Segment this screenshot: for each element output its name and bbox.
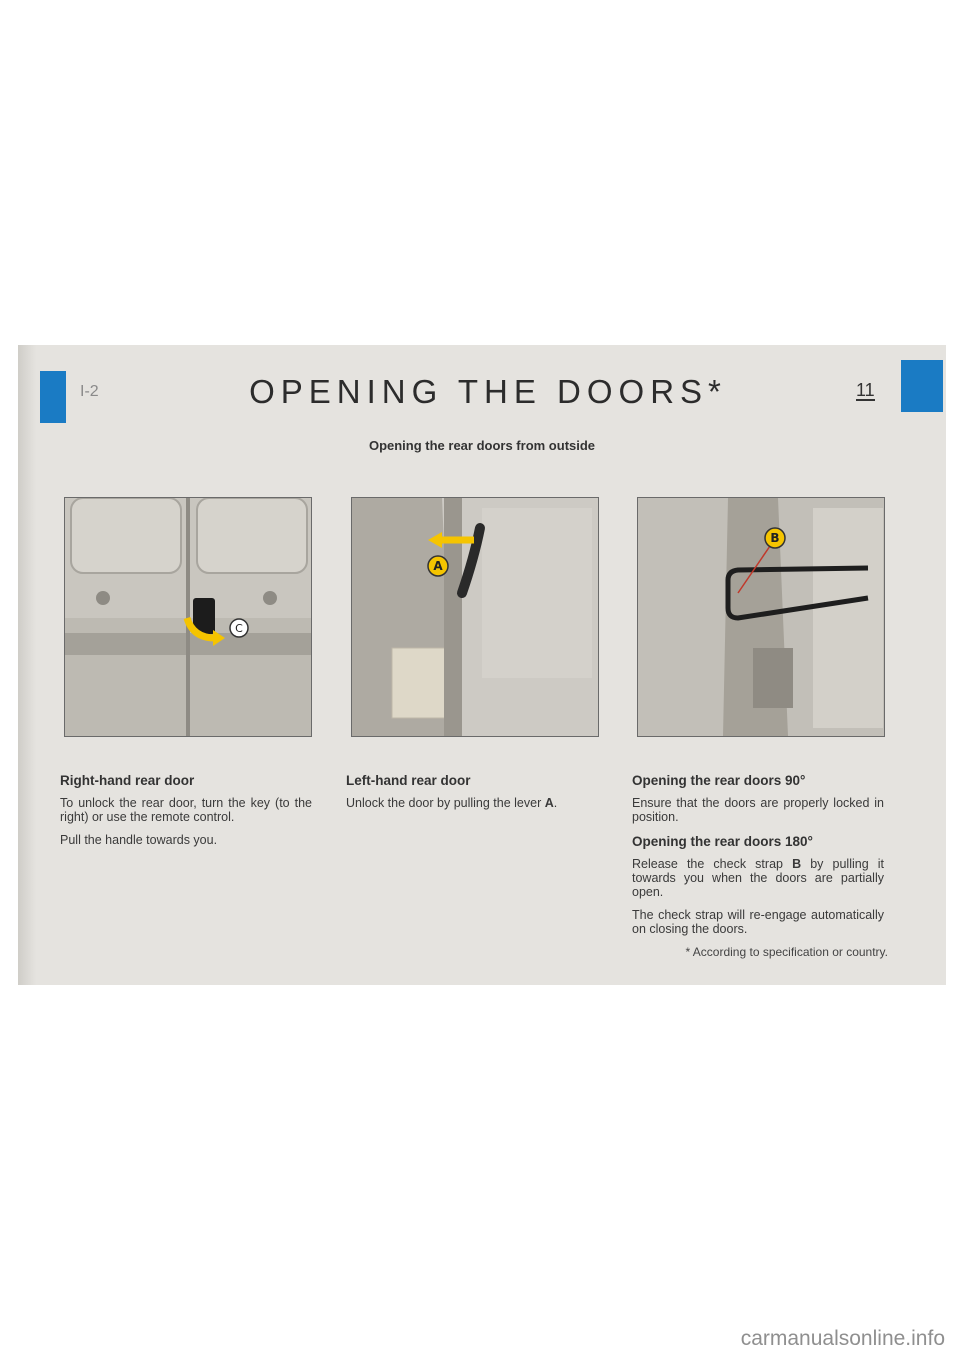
- photo-check-strap: [637, 497, 885, 737]
- strap-label: B: [792, 857, 802, 871]
- callout-c: C: [235, 622, 243, 635]
- left-hand-section: [346, 773, 598, 819]
- footnote: * According to specification or country.: [685, 945, 888, 959]
- opening-angles-section: [632, 773, 884, 945]
- left-hand-paragraph: Unlock the door by pulling the lever A.: [346, 796, 558, 810]
- page-title: OPENING THE DOORS*: [249, 373, 727, 410]
- opening-90-text: Ensure that the doors are properly locked in position.: [632, 796, 884, 824]
- right-hand-section: [60, 773, 312, 856]
- page-number: 11: [856, 380, 875, 400]
- manual-page: [18, 345, 946, 985]
- right-hand-paragraph-2: Pull the handle towards you.: [60, 833, 218, 847]
- right-hand-paragraph-1: To unlock the rear door, turn the key (to the right) or use the remote control.: [60, 796, 312, 824]
- callout-b: B: [770, 531, 780, 545]
- lever-label: A: [544, 796, 554, 810]
- photo-left-hand-door: [351, 497, 599, 737]
- section-tab-left: [40, 371, 66, 423]
- photo-right-hand-door: [64, 497, 312, 737]
- opening-180-text: Release the check strap B by pulling it towards you when the doors are partially open.: [632, 857, 884, 899]
- opening-90-heading: Opening the rear doors 90°: [632, 773, 806, 788]
- page-subtitle: Opening the rear doors from outside: [368, 438, 596, 453]
- right-hand-heading: Right-hand rear door: [60, 773, 195, 788]
- callout-a: A: [433, 559, 443, 573]
- opening-180-heading: Opening the rear doors 180°: [632, 834, 813, 849]
- opening-180-text-2: The check strap will re-engage automatically on closing the doors.: [632, 908, 884, 936]
- section-code: I-2: [80, 383, 99, 400]
- watermark: carmanualsonline.info: [740, 1327, 945, 1350]
- left-hand-heading: Left-hand rear door: [346, 773, 471, 788]
- section-tab-right: [901, 360, 943, 412]
